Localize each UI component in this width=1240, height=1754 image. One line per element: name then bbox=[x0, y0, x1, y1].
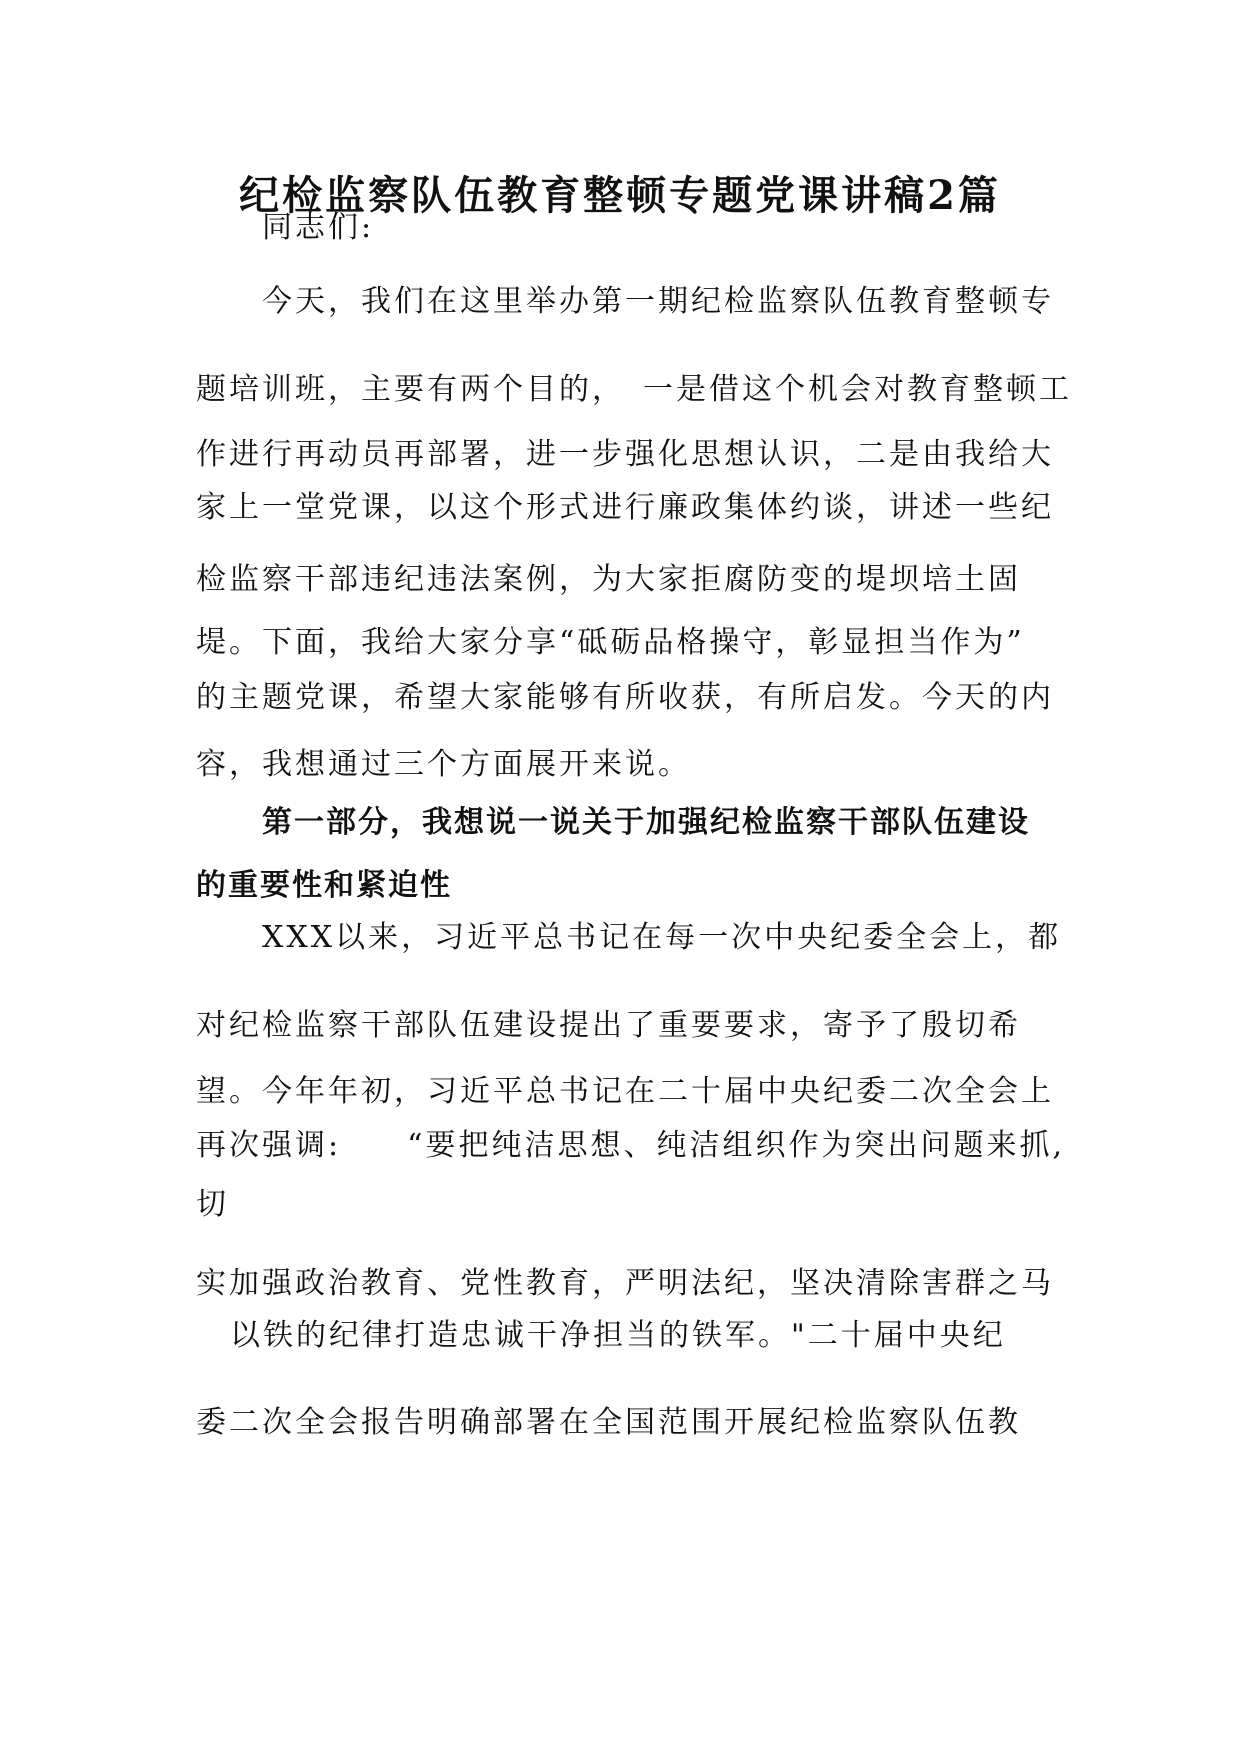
salutation: 同志们: bbox=[262, 210, 375, 245]
paragraph-line: 作进行再动员再部署，进一步强化思想认识，二是由我给大 bbox=[196, 437, 1054, 472]
paragraph-line: 以铁的纪律打造忠诚干净担当的铁军。"二十届中央纪 bbox=[230, 1318, 1006, 1353]
paragraph-line: 今天，我们在这里举办第一期纪检监察队伍教育整顿专 bbox=[262, 284, 1054, 319]
paragraph-line: 家上一堂党课，以这个形式进行廉政集体约谈，讲述一些纪 bbox=[196, 490, 1054, 525]
paragraph-line: 切 bbox=[196, 1187, 229, 1222]
paragraph-line: 检监察干部违纪违法案例，为大家拒腐防变的堤坝培土固 bbox=[196, 562, 1021, 597]
paragraph-line: XXX以来，习近平总书记在每一次中央纪委全会上，都 bbox=[262, 920, 1062, 955]
paragraph-line: 对纪检监察干部队伍建设提出了重要要求，寄予了殷切希 bbox=[196, 1008, 1021, 1043]
document-title: 纪检监察队伍教育整顿专题党课讲稿2篇 bbox=[239, 172, 1001, 219]
paragraph-line: 容，我想通过三个方面展开来说。 bbox=[196, 747, 691, 782]
paragraph-line: 实加强政治教育、党性教育，严明法纪，坚决清除害群之马 bbox=[196, 1266, 1054, 1301]
paragraph-line: 望。今年年初，习近平总书记在二十届中央纪委二次全会上 bbox=[196, 1074, 1054, 1109]
paragraph-line: 题培训班，主要有两个目的， 一是借这个机会对教育整顿工 bbox=[196, 372, 1072, 407]
paragraph-line: 委二次全会报告明确部署在全国范围开展纪检监察队伍教 bbox=[196, 1405, 1021, 1440]
section-heading: 的重要性和紧迫性 bbox=[196, 868, 452, 903]
paragraph-line: 再次强调: “要把纯洁思想、纯洁组织作为突出问题来抓, bbox=[196, 1128, 1065, 1163]
paragraph-line: 堤。下面，我给大家分享“砥砺品格操守，彰显担当作为” bbox=[196, 625, 1025, 660]
section-heading: 第一部分，我想说一说关于加强纪检监察干部队伍建设 bbox=[262, 805, 1030, 840]
paragraph-line: 的主题党课，希望大家能够有所收获，有所启发。今天的内 bbox=[196, 680, 1054, 715]
